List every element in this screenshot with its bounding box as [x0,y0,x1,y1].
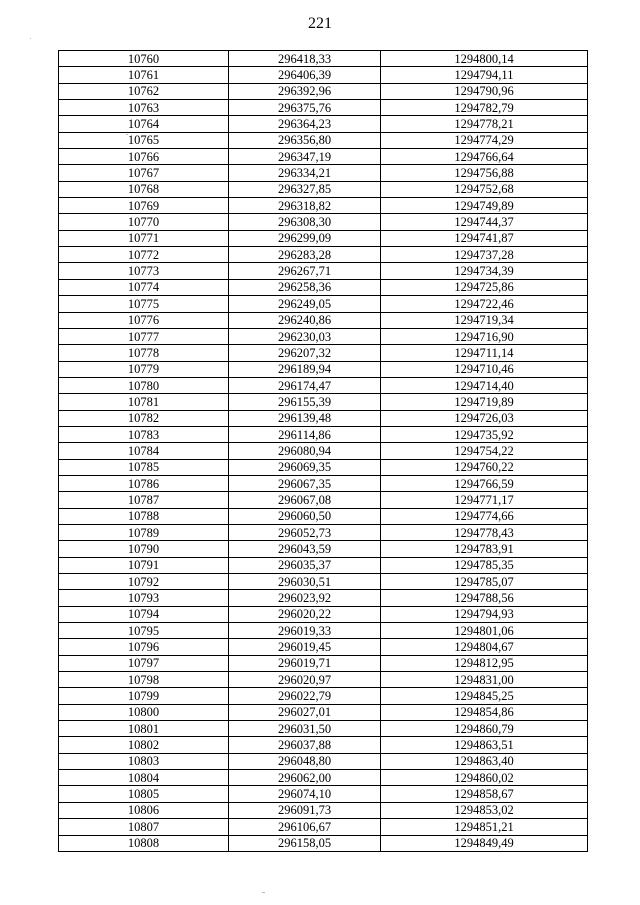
y-coordinate-cell: 1294863,40 [381,753,588,769]
point-number-cell: 10792 [59,574,229,590]
point-number-cell: 10783 [59,426,229,442]
table-row [59,181,588,197]
y-coordinate-cell: 1294734,39 [381,263,588,279]
x-coordinate-cell: 296318,82 [229,198,381,214]
point-number-cell: 10775 [59,296,229,312]
table-row [59,263,588,279]
x-coordinate-cell: 296020,22 [229,606,381,622]
y-coordinate-cell: 1294714,40 [381,377,588,393]
table-row [59,574,588,590]
y-coordinate-cell: 1294783,91 [381,541,588,557]
page-number: 221 [308,15,332,32]
point-number-cell: 10797 [59,655,229,671]
table-row [59,230,588,246]
point-number-cell: 10807 [59,819,229,835]
y-coordinate-cell: 1294778,43 [381,524,588,540]
table-row [59,328,588,344]
point-number-cell: 10766 [59,149,229,165]
table-row [59,312,588,328]
table-row [59,590,588,606]
point-number-cell: 10778 [59,345,229,361]
x-coordinate-cell: 296067,35 [229,475,381,491]
x-coordinate-cell: 296048,80 [229,753,381,769]
table-row [59,672,588,688]
y-coordinate-cell: 1294726,03 [381,410,588,426]
point-number-cell: 10764 [59,116,229,132]
y-coordinate-cell: 1294756,88 [381,165,588,181]
point-number-cell: 10784 [59,443,229,459]
point-number-cell: 10790 [59,541,229,557]
table-body [59,51,588,852]
point-number-cell: 10793 [59,590,229,606]
x-coordinate-cell: 296019,71 [229,655,381,671]
table-row [59,100,588,116]
x-coordinate-cell: 296207,32 [229,345,381,361]
x-coordinate-cell: 296174,47 [229,377,381,393]
y-coordinate-cell: 1294804,67 [381,639,588,655]
point-number-cell: 10772 [59,247,229,263]
y-coordinate-cell: 1294752,68 [381,181,588,197]
y-coordinate-cell: 1294851,21 [381,819,588,835]
table-row [59,835,588,851]
table-row [59,83,588,99]
point-number-cell: 10763 [59,100,229,116]
point-number-cell: 10785 [59,459,229,475]
point-number-cell: 10808 [59,835,229,851]
x-coordinate-cell: 296114,86 [229,426,381,442]
x-coordinate-cell: 296020,97 [229,672,381,688]
x-coordinate-cell: 296240,86 [229,312,381,328]
table-row [59,770,588,786]
y-coordinate-cell: 1294800,14 [381,51,588,67]
point-number-cell: 10787 [59,492,229,508]
y-coordinate-cell: 1294860,02 [381,770,588,786]
x-coordinate-cell: 296023,92 [229,590,381,606]
y-coordinate-cell: 1294719,89 [381,394,588,410]
x-coordinate-cell: 296356,80 [229,132,381,148]
table-row [59,116,588,132]
table-row [59,410,588,426]
point-number-cell: 10777 [59,328,229,344]
table-row [59,198,588,214]
y-coordinate-cell: 1294785,07 [381,574,588,590]
y-coordinate-cell: 1294788,56 [381,590,588,606]
y-coordinate-cell: 1294778,21 [381,116,588,132]
table-row [59,426,588,442]
x-coordinate-cell: 296022,79 [229,688,381,704]
y-coordinate-cell: 1294785,35 [381,557,588,573]
table-row [59,541,588,557]
point-number-cell: 10795 [59,623,229,639]
x-coordinate-cell: 296027,01 [229,704,381,720]
x-coordinate-cell: 296035,37 [229,557,381,573]
point-number-cell: 10773 [59,263,229,279]
y-coordinate-cell: 1294722,46 [381,296,588,312]
point-number-cell: 10798 [59,672,229,688]
y-coordinate-cell: 1294812,95 [381,655,588,671]
point-number-cell: 10799 [59,688,229,704]
y-coordinate-cell: 1294860,79 [381,721,588,737]
table-row [59,394,588,410]
x-coordinate-cell: 296267,71 [229,263,381,279]
point-number-cell: 10774 [59,279,229,295]
table-row [59,753,588,769]
x-coordinate-cell: 296091,73 [229,802,381,818]
point-number-cell: 10791 [59,557,229,573]
y-coordinate-cell: 1294853,02 [381,802,588,818]
table-row [59,557,588,573]
x-coordinate-cell: 296080,94 [229,443,381,459]
y-coordinate-cell: 1294716,90 [381,328,588,344]
x-coordinate-cell: 296364,23 [229,116,381,132]
x-coordinate-cell: 296392,96 [229,83,381,99]
y-coordinate-cell: 1294854,86 [381,704,588,720]
table-row [59,721,588,737]
x-coordinate-cell: 296299,09 [229,230,381,246]
x-coordinate-cell: 296258,36 [229,279,381,295]
point-number-cell: 10788 [59,508,229,524]
table-row [59,132,588,148]
x-coordinate-cell: 296155,39 [229,394,381,410]
table-row [59,786,588,802]
table-row [59,247,588,263]
x-coordinate-cell: 296106,67 [229,819,381,835]
point-number-cell: 10789 [59,524,229,540]
y-coordinate-cell: 1294719,34 [381,312,588,328]
x-coordinate-cell: 296062,00 [229,770,381,786]
y-coordinate-cell: 1294774,29 [381,132,588,148]
y-coordinate-cell: 1294710,46 [381,361,588,377]
table-row [59,214,588,230]
table-row [59,737,588,753]
table-row [59,655,588,671]
scan-speck [30,38,31,39]
y-coordinate-cell: 1294735,92 [381,426,588,442]
point-number-cell: 10765 [59,132,229,148]
point-number-cell: 10779 [59,361,229,377]
point-number-cell: 10780 [59,377,229,393]
x-coordinate-cell: 296189,94 [229,361,381,377]
x-coordinate-cell: 296230,03 [229,328,381,344]
x-coordinate-cell: 296406,39 [229,67,381,83]
x-coordinate-cell: 296334,21 [229,165,381,181]
y-coordinate-cell: 1294725,86 [381,279,588,295]
table-row [59,51,588,67]
y-coordinate-cell: 1294849,49 [381,835,588,851]
point-number-cell: 10796 [59,639,229,655]
y-coordinate-cell: 1294744,37 [381,214,588,230]
y-coordinate-cell: 1294845,25 [381,688,588,704]
x-coordinate-cell: 296139,48 [229,410,381,426]
y-coordinate-cell: 1294782,79 [381,100,588,116]
table-row [59,688,588,704]
y-coordinate-cell: 1294749,89 [381,198,588,214]
x-coordinate-cell: 296019,33 [229,623,381,639]
x-coordinate-cell: 296052,73 [229,524,381,540]
table-row [59,606,588,622]
point-number-cell: 10769 [59,198,229,214]
x-coordinate-cell: 296030,51 [229,574,381,590]
table-row [59,361,588,377]
x-coordinate-cell: 296031,50 [229,721,381,737]
point-number-cell: 10767 [59,165,229,181]
table-row [59,279,588,295]
point-number-cell: 10803 [59,753,229,769]
table-row [59,508,588,524]
point-number-cell: 10776 [59,312,229,328]
point-number-cell: 10801 [59,721,229,737]
point-number-cell: 10771 [59,230,229,246]
x-coordinate-cell: 296158,05 [229,835,381,851]
y-coordinate-cell: 1294771,17 [381,492,588,508]
table-row [59,296,588,312]
x-coordinate-cell: 296074,10 [229,786,381,802]
table-row [59,492,588,508]
point-number-cell: 10761 [59,67,229,83]
point-number-cell: 10800 [59,704,229,720]
y-coordinate-cell: 1294794,11 [381,67,588,83]
table-row [59,67,588,83]
table-row [59,443,588,459]
table-row [59,165,588,181]
table-row [59,623,588,639]
point-number-cell: 10804 [59,770,229,786]
y-coordinate-cell: 1294737,28 [381,247,588,263]
y-coordinate-cell: 1294794,93 [381,606,588,622]
x-coordinate-cell: 296283,28 [229,247,381,263]
point-number-cell: 10782 [59,410,229,426]
point-number-cell: 10768 [59,181,229,197]
table-row [59,524,588,540]
table-row [59,149,588,165]
point-number-cell: 10781 [59,394,229,410]
scan-speck [126,134,128,135]
point-number-cell: 10794 [59,606,229,622]
y-coordinate-cell: 1294711,14 [381,345,588,361]
table-row [59,459,588,475]
table-row [59,704,588,720]
x-coordinate-cell: 296418,33 [229,51,381,67]
y-coordinate-cell: 1294741,87 [381,230,588,246]
table-row [59,639,588,655]
point-number-cell: 10805 [59,786,229,802]
x-coordinate-cell: 296069,35 [229,459,381,475]
y-coordinate-cell: 1294790,96 [381,83,588,99]
x-coordinate-cell: 296375,76 [229,100,381,116]
x-coordinate-cell: 296308,30 [229,214,381,230]
point-number-cell: 10806 [59,802,229,818]
point-number-cell: 10762 [59,83,229,99]
point-number-cell: 10760 [59,51,229,67]
table-row [59,345,588,361]
x-coordinate-cell: 296043,59 [229,541,381,557]
table-row [59,802,588,818]
x-coordinate-cell: 296060,50 [229,508,381,524]
y-coordinate-cell: 1294858,67 [381,786,588,802]
y-coordinate-cell: 1294831,00 [381,672,588,688]
table-row [59,377,588,393]
scan-speck [262,892,265,893]
x-coordinate-cell: 296037,88 [229,737,381,753]
table-row [59,475,588,491]
y-coordinate-cell: 1294766,64 [381,149,588,165]
x-coordinate-cell: 296327,85 [229,181,381,197]
x-coordinate-cell: 296249,05 [229,296,381,312]
point-number-cell: 10786 [59,475,229,491]
x-coordinate-cell: 296019,45 [229,639,381,655]
table-row [59,819,588,835]
y-coordinate-cell: 1294766,59 [381,475,588,491]
point-number-cell: 10802 [59,737,229,753]
y-coordinate-cell: 1294801,06 [381,623,588,639]
y-coordinate-cell: 1294754,22 [381,443,588,459]
y-coordinate-cell: 1294774,66 [381,508,588,524]
x-coordinate-cell: 296067,08 [229,492,381,508]
y-coordinate-cell: 1294760,22 [381,459,588,475]
coordinates-table [58,50,588,852]
point-number-cell: 10770 [59,214,229,230]
x-coordinate-cell: 296347,19 [229,149,381,165]
y-coordinate-cell: 1294863,51 [381,737,588,753]
